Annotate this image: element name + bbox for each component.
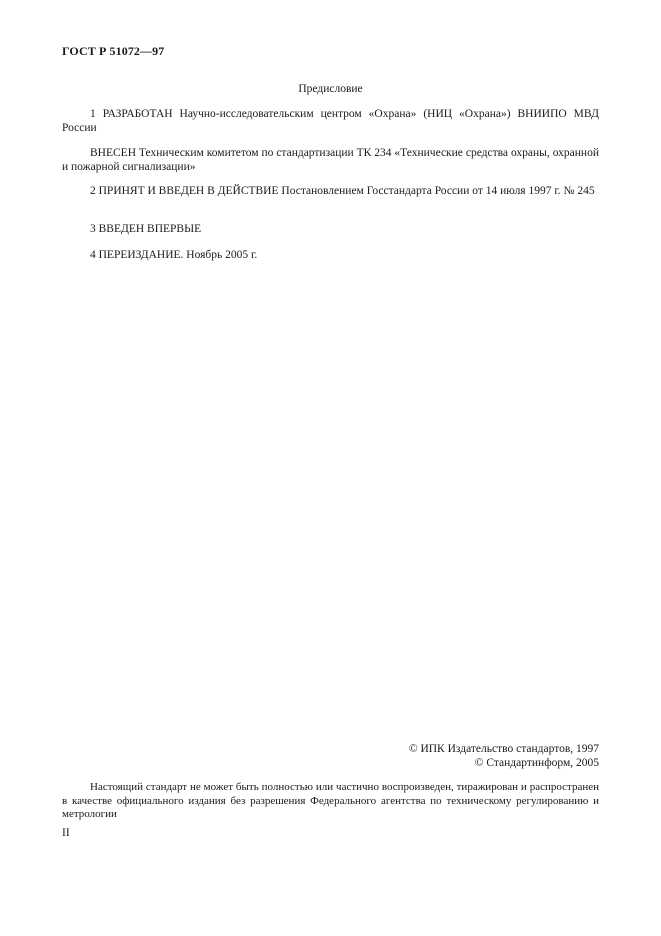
paragraph-reissue: 4 ПЕРЕИЗДАНИЕ. Ноябрь 2005 г.	[90, 249, 258, 261]
copyright-line-publisher: © ИПК Издательство стандартов, 1997	[408, 743, 599, 755]
paragraph-introduced-by: ВНЕСЕН Техническим комитетом по стандартизации ТК 234 «Технические средства охраны, охранной и пожарной сигнализации»	[62, 147, 599, 173]
section-title: Предисловие	[298, 83, 363, 95]
paragraph-first-introduced: 3 ВВЕДЕН ВПЕРВЫЕ	[90, 223, 202, 235]
paragraph-developed-by: 1 РАЗРАБОТАН Научно-исследовательским центром «Охрана» (НИЦ «Охрана») ВНИИПО МВД России	[62, 108, 599, 134]
page-number: II	[62, 827, 70, 839]
copyright-block	[409, 742, 599, 770]
paragraph-adopted: 2 ПРИНЯТ И ВВЕДЕН В ДЕЙСТВИЕ Постановлением Госстандарта России от 14 июля 1997 г. № 245	[90, 185, 595, 197]
standard-code: ГОСТ Р 51072—97	[62, 44, 165, 58]
copyright-line-standartinform: © Стандартинформ, 2005	[474, 757, 599, 769]
reproduction-notice: Настоящий стандарт не может быть полностью или частично воспроизведен, тиражирован и распространен в качестве официального издания без разрешения Федерального агентства по техническому регулированию и метрологии	[62, 781, 599, 820]
